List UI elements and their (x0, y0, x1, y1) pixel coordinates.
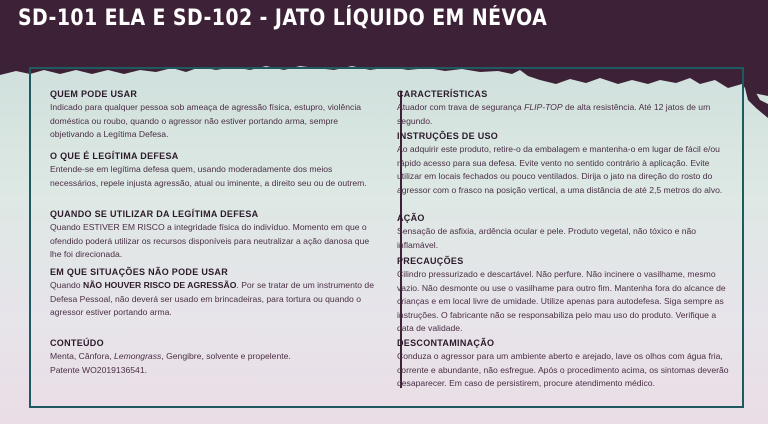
section-text: Quando ESTIVER EM RISCO a integridade física do indivíduo. Momento em que o ofendido poderá utilizar os recursos disponíveis para neutralizar a ação danosa que lhe foi direcionada. (50, 222, 370, 259)
section-nao-pode-usar (50, 267, 380, 320)
patent-text: Patente WO2019136541. (50, 364, 147, 375)
text-italic: FLIP-TOP (524, 102, 563, 112)
text-italic: Lemongrass (114, 351, 162, 361)
text-pre: Menta, Cânfora, (50, 351, 115, 361)
section-heading: QUANDO SE UTILIZAR DA LEGÍTIMA DEFESA (50, 209, 259, 219)
section-text: Indicado para qualquer pessoa sob ameaça de agressão física, estupro, violência doméstica ou roubo, quando o agressor não estiver portando arma, sempre objetivando a Legítima Defesa. (50, 102, 362, 139)
text-pre: Quando (50, 280, 83, 290)
section-text: Sensação de asfixia, ardência ocular e pele. Produto vegetal, não tóxico e não inflamável. (397, 226, 697, 250)
section-descontaminacao (397, 338, 732, 391)
text-pre: Atuador com trava de segurança (397, 102, 525, 112)
text-post: . Por se tratar de um instrumento de Defesa Pessoal, não deverá ser usado em brincadeiras, para tortura ou quando o agressor estiver portando arma. (50, 280, 374, 317)
section-text (50, 350, 380, 364)
section-instrucoes (397, 131, 732, 197)
page-title: SD-101 ELA E SD-102 - JATO LÍQUIDO EM NÉVOA (18, 6, 548, 31)
section-heading: AÇÃO (397, 213, 425, 223)
section-text: Cilindro pressurizado e descartável. Não perfure. Não incinere o vasilhame, mesmo vazio. Não desmonte ou use o vasilhame para outro fim. Mantenha fora do alcance de crianças e em local livre de umidade. Utilize apenas para autodefesa. Siga sempre as instruções. O fabricante não se responsabiliza pelo mau uso do produto. Verifique a data de validade. (397, 269, 726, 333)
section-heading: EM QUE SITUAÇÕES NÃO PODE USAR (50, 267, 229, 277)
text-post: , Gengibre, solvente e propelente. (161, 351, 291, 361)
text-bold: NÃO HOUVER RISCO DE AGRESSÃO (82, 280, 237, 290)
section-quando-utilizar (50, 209, 380, 262)
section-text (397, 101, 732, 128)
section-text: Ao adquirir este produto, retire-o da embalagem e mantenha-o em lugar de fácil e/ou rápido acesso para sua defesa. Evite vento no sentido contrário à aplicação. Evite utilizar em locais fechados ou pouco ventilados. Dirija o jato na direção do rosto do agressor com o frasco na posição vertical, a uma distância de até 2,5 metros do alvo. (397, 144, 723, 195)
section-text: Conduza o agressor para um ambiente aberto e arejado, lave os olhos com água fria, corrente e abundante, não esfregue. Após o procedimento acima, os sintomas deverão desaparecer. Em caso de persistirem, procure atendimento médico. (397, 351, 729, 388)
section-heading: PRECAUÇÕES (397, 256, 464, 266)
section-precaucoes (397, 256, 732, 336)
section-legitima-defesa (50, 151, 380, 190)
section-text (50, 279, 380, 320)
text-post: de alta resistência. Até 12 jatos de um segundo. (397, 102, 711, 126)
section-caracteristicas (397, 89, 732, 128)
section-heading: QUEM PODE USAR (50, 89, 138, 99)
section-quem-pode-usar (50, 89, 380, 142)
section-conteudo (50, 338, 380, 377)
section-acao (397, 213, 732, 252)
section-heading: DESCONTAMINAÇÃO (397, 338, 495, 348)
section-heading: CONTEÚDO (50, 338, 104, 348)
info-panel (29, 67, 744, 408)
section-heading: O QUE É LEGÍTIMA DEFESA (50, 151, 179, 161)
section-heading: CARACTERÍSTICAS (397, 89, 488, 99)
section-text: Entende-se em legítima defesa quem, usando moderadamente dos meios necessários, repele injusta agressão, atual ou iminente, a direito seu ou de outrem. (50, 164, 367, 188)
section-heading: INSTRUÇÕES DE USO (397, 131, 499, 141)
